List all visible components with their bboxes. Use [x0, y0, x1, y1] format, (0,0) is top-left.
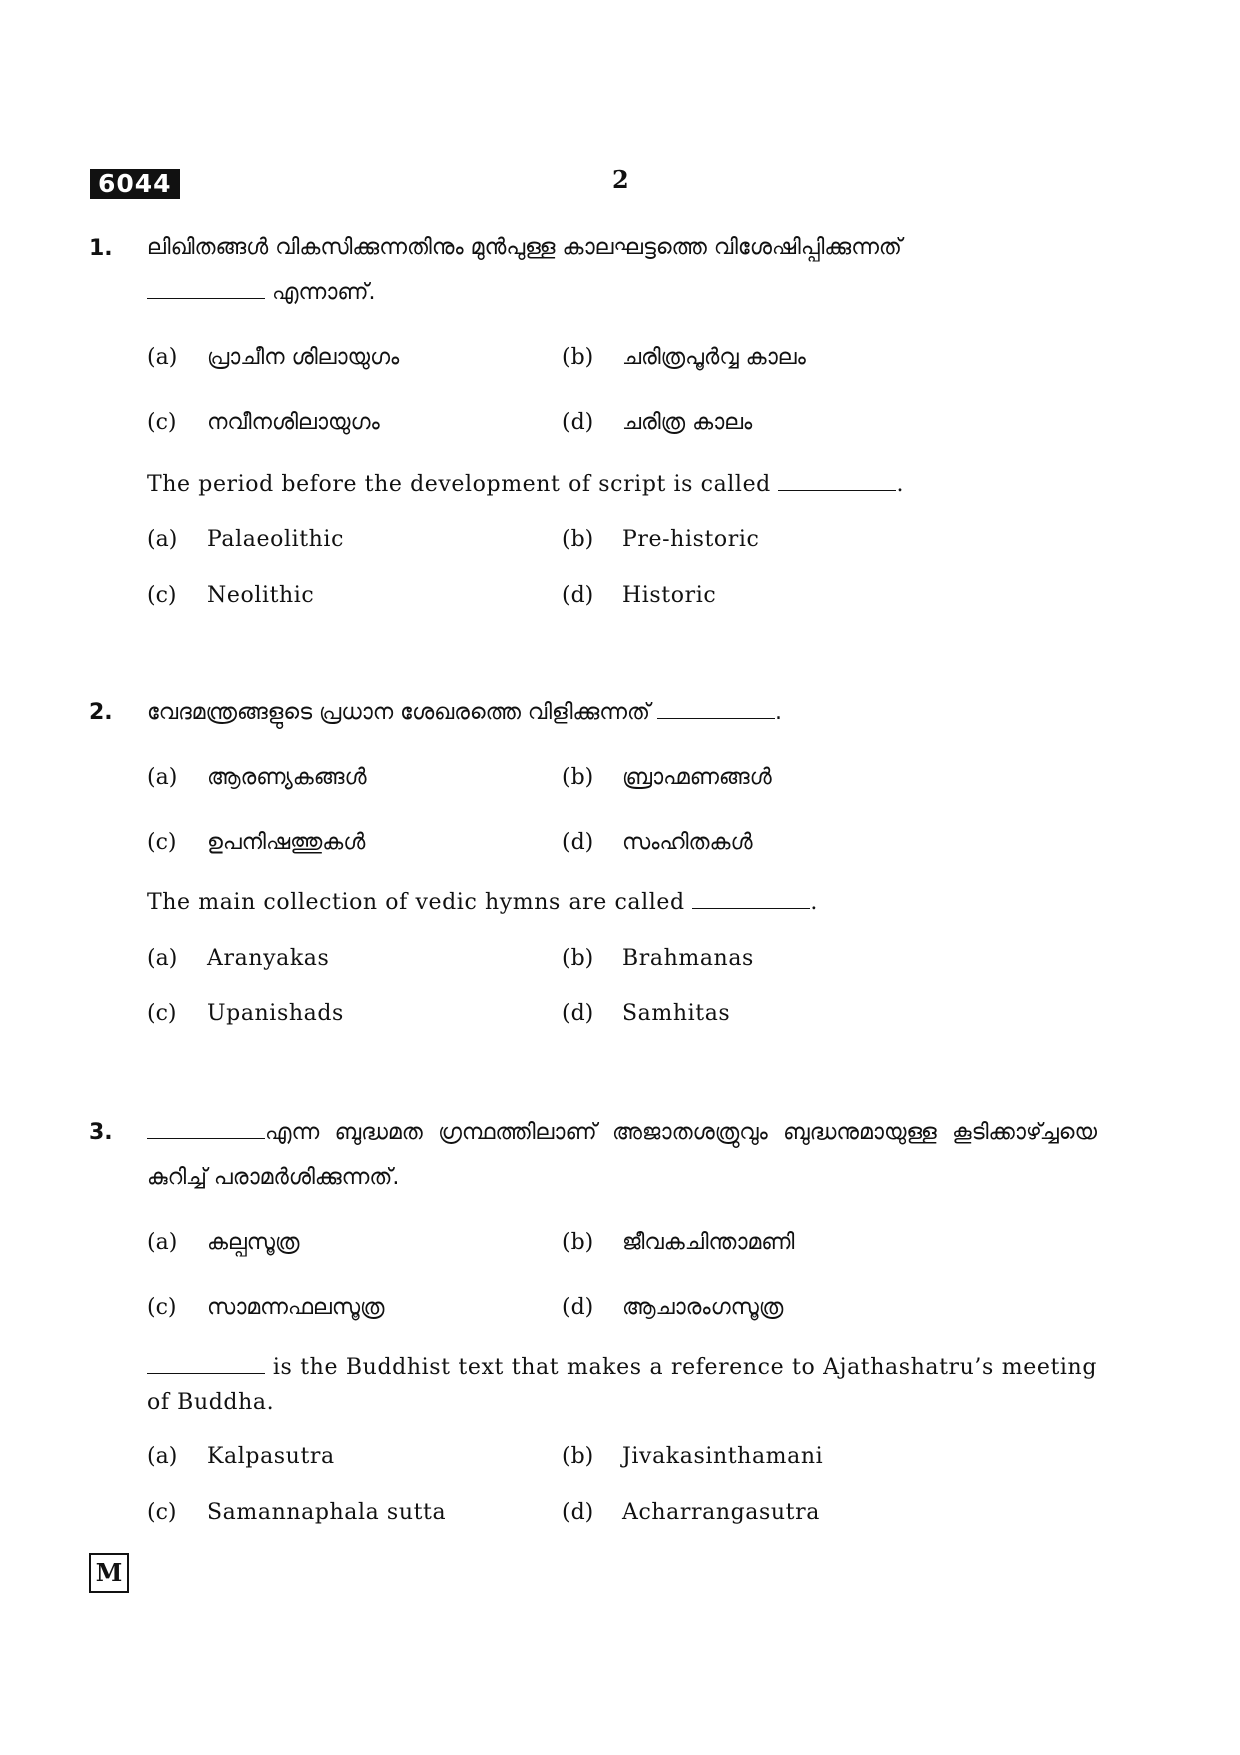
page-number: 2 — [612, 165, 629, 194]
option-label: (c) — [147, 1295, 177, 1320]
en-option-b — [562, 1443, 823, 1469]
option-label: (d) — [562, 583, 594, 608]
en-option-a — [147, 526, 344, 552]
option-text: Acharrangasutra — [622, 1500, 820, 1525]
en-option-b — [562, 526, 759, 552]
option-text: നവീനശിലായുഗം — [207, 410, 380, 435]
option-label: (b) — [562, 946, 594, 971]
option-text: ജീവകചിന്താമണി — [622, 1230, 795, 1255]
option-text: Upanishads — [207, 1001, 344, 1026]
ml-option-a — [147, 1229, 299, 1255]
en-option-c — [147, 1000, 344, 1026]
option-label: (a) — [147, 1230, 178, 1255]
option-text: ചരിത്രപൂർവ്വ കാലം — [622, 345, 806, 370]
option-text: ബ്രാഹ്മണങ്ങൾ — [622, 765, 772, 790]
stem-text: ലിഖിതങ്ങൾ വികസിക്കുന്നതിനും മുൻപുള്ള കാലഘട്ടത്തെ വിശേഷിപ്പിക്കുന്നത് — [147, 235, 902, 260]
option-label: (c) — [147, 583, 177, 608]
answer-blank — [692, 886, 810, 909]
option-label: (c) — [147, 1500, 177, 1525]
option-text: Pre-historic — [622, 527, 760, 552]
answer-blank — [147, 1351, 265, 1374]
english-stem — [147, 885, 1097, 920]
english-stem — [147, 467, 1097, 502]
option-text: Brahmanas — [622, 946, 754, 971]
ml-option-d — [562, 409, 752, 435]
answer-blank — [657, 696, 775, 719]
option-label: (b) — [562, 345, 594, 370]
ml-option-d — [562, 829, 753, 855]
malayalam-stem — [147, 1110, 1097, 1200]
option-label: (d) — [562, 410, 594, 435]
stem-text: എന്നാണ്. — [265, 280, 376, 305]
ml-option-c — [147, 409, 380, 435]
en-option-a — [147, 945, 329, 971]
en-option-b — [562, 945, 754, 971]
option-label: (d) — [562, 1295, 594, 1320]
stem-text: The period before the development of script is called — [147, 472, 779, 497]
en-option-c — [147, 582, 314, 608]
option-label: (d) — [562, 1500, 594, 1525]
option-label: (d) — [562, 1001, 594, 1026]
option-text: Kalpasutra — [207, 1444, 335, 1469]
option-label: (c) — [147, 830, 177, 855]
option-label: (a) — [147, 765, 178, 790]
option-text: പ്രാചീന ശിലായുഗം — [207, 345, 400, 370]
en-option-d — [562, 1499, 820, 1525]
stem-text: is the Buddhist text that makes a reference to Ajathashatru’s meeting of Buddha. — [147, 1355, 1097, 1415]
option-label: (a) — [147, 946, 178, 971]
stem-text: . — [896, 472, 905, 497]
ml-option-d — [562, 1294, 783, 1320]
medium-mark: M — [89, 1553, 129, 1593]
option-label: (b) — [562, 1444, 594, 1469]
option-label: (b) — [562, 765, 594, 790]
en-option-d — [562, 582, 716, 608]
option-text: ചരിത്ര കാലം — [622, 410, 753, 435]
option-label: (c) — [147, 1001, 177, 1026]
en-option-a — [147, 1443, 335, 1469]
option-text: Aranyakas — [207, 946, 330, 971]
ml-option-b — [562, 764, 772, 790]
paper-code: 6044 — [90, 169, 180, 199]
stem-text: . — [774, 700, 782, 725]
option-text: സംഹിതകൾ — [622, 830, 753, 855]
option-text: Jivakasinthamani — [622, 1444, 824, 1469]
option-label: (b) — [562, 1230, 594, 1255]
malayalam-stem — [147, 690, 1097, 735]
option-label: (a) — [147, 345, 178, 370]
option-text: ആരണ്യകങ്ങൾ — [207, 765, 367, 790]
malayalam-stem — [147, 225, 1097, 315]
ml-option-c — [147, 829, 365, 855]
ml-option-b — [562, 1229, 794, 1255]
stem-text: വേദമന്ത്രങ്ങളുടെ പ്രധാന ശേഖരത്തെ വിളിക്കുന്നത് — [147, 700, 657, 725]
stem-text: എന്ന ബുദ്ധമത ഗ്രന്ഥത്തിലാണ് അജാതശത്രുവും ബുദ്ധനുമായുള്ള കൂടിക്കാഴ്ച്ചയെ കുറിച്ച് പരാമർശിക്കുന്നത്. — [147, 1120, 1097, 1190]
ml-option-b — [562, 344, 806, 370]
question-number: 1. — [89, 236, 113, 261]
english-stem — [147, 1350, 1097, 1420]
option-text: സാമന്നഫലസൂത്ര — [207, 1295, 385, 1320]
stem-text: . — [810, 890, 818, 915]
en-option-c — [147, 1499, 446, 1525]
option-text: Samannaphala sutta — [207, 1500, 447, 1525]
option-label: (b) — [562, 527, 594, 552]
question-number: 3. — [89, 1120, 113, 1145]
option-label: (a) — [147, 527, 178, 552]
answer-blank — [778, 468, 896, 491]
answer-blank — [147, 1116, 265, 1139]
option-label: (c) — [147, 410, 177, 435]
option-text: Historic — [622, 583, 717, 608]
ml-option-a — [147, 764, 367, 790]
option-text: Palaeolithic — [207, 527, 344, 552]
option-label: (d) — [562, 830, 594, 855]
answer-blank — [147, 276, 265, 299]
option-text: ഉപനിഷത്തുകൾ — [207, 830, 366, 855]
option-text: ആചാരംഗസൂത്ര — [622, 1295, 784, 1320]
option-text: Samhitas — [622, 1001, 731, 1026]
ml-option-c — [147, 1294, 385, 1320]
en-option-d — [562, 1000, 730, 1026]
stem-text: The main collection of vedic hymns are called — [147, 890, 693, 915]
option-text: Neolithic — [207, 583, 315, 608]
ml-option-a — [147, 344, 399, 370]
question-number: 2. — [89, 700, 113, 725]
option-text: കല്പസൂത്ര — [207, 1230, 300, 1255]
option-label: (a) — [147, 1444, 178, 1469]
